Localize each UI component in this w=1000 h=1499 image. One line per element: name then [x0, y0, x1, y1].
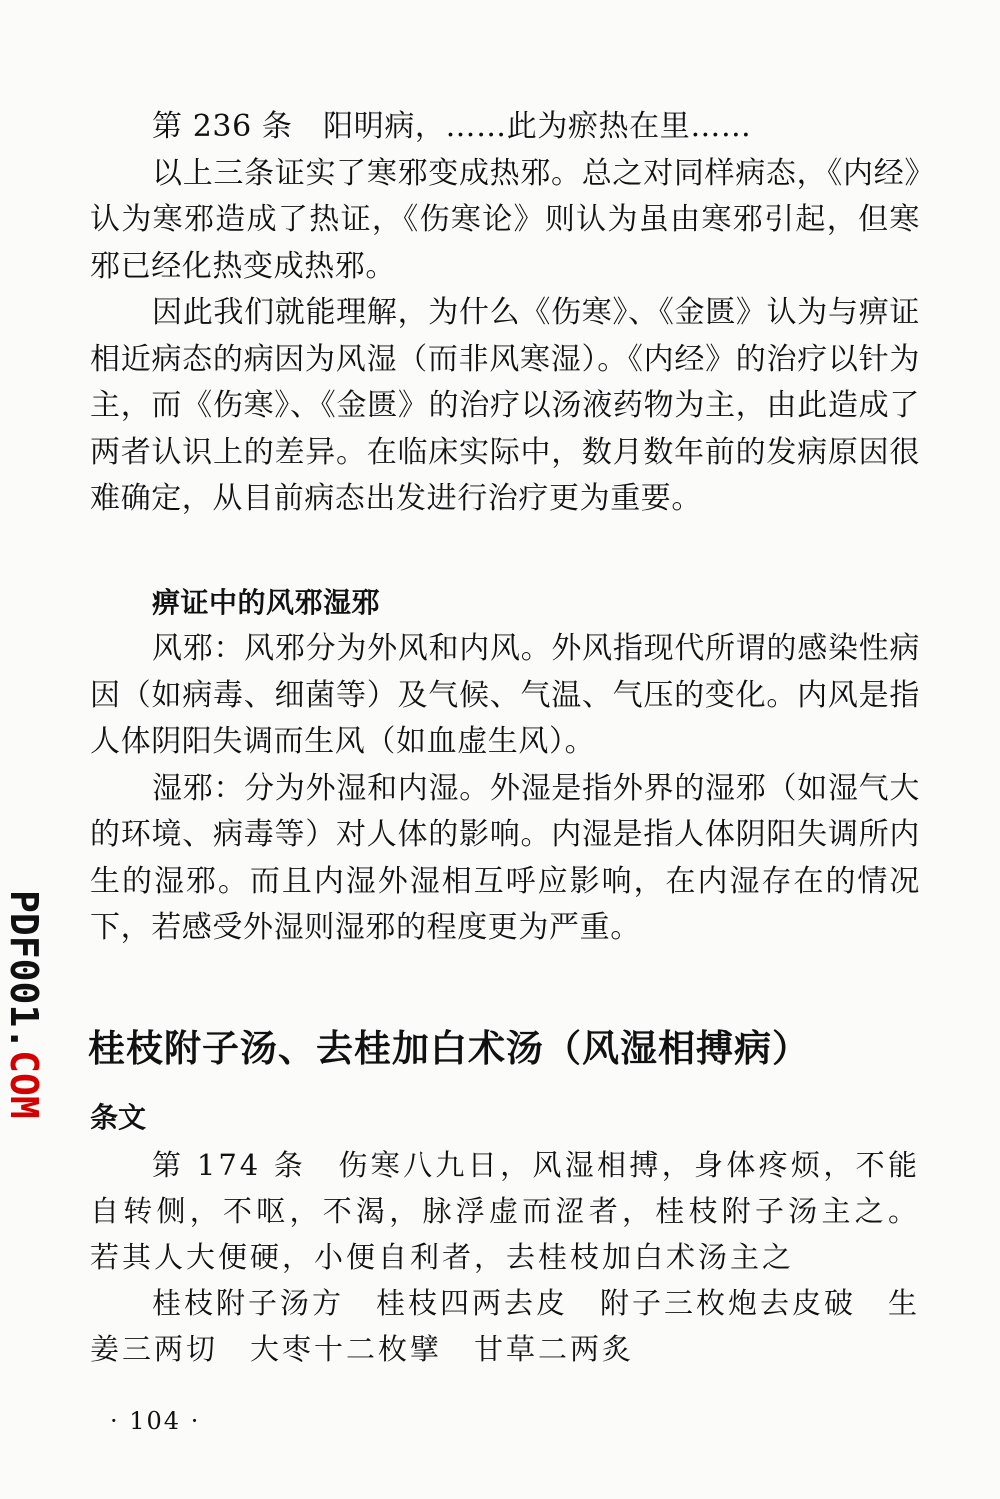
clause-text-block [90, 1142, 920, 1372]
top-section [90, 104, 920, 523]
clause-reference-236: 第 236 条 阳明病，……此为瘀热在里…… [152, 109, 752, 144]
section-heading: 桂枝附子汤、去桂加白术汤（风湿相搏病） [88, 1027, 810, 1070]
watermark-prefix: PDF001. [2, 890, 46, 1051]
clause-174: 第 174 条 伤寒八九日，风湿相搏，身体疼烦，不能自转侧，不呕，不渴，脉浮虚而涩者，桂枝附子汤主之。若其人大便硬，小便自利者，去桂枝加白术汤主之 [90, 1148, 920, 1274]
watermark-suffix: COM [2, 1050, 46, 1119]
paragraph: 风邪：风邪分为外风和内风。外风指现代所谓的感染性病因（如病毒、细菌等）及气候、气温、气压的变化。内风是指人体阴阳失调而生风（如血虚生风）。 [90, 631, 920, 759]
paragraph: 以上三条证实了寒邪变成热邪。总之对同样病态，《内经》认为寒邪造成了热证，《伤寒论》则认为虽由寒邪引起，但寒邪已经化热变成热邪。 [90, 155, 920, 284]
subsection-body [90, 626, 920, 952]
formula-recipe: 桂枝附子汤方 桂枝四两去皮 附子三枚炮去皮破 生姜三两切 大枣十二枚擘 甘草二两炙 [90, 1286, 921, 1366]
site-watermark [4, 890, 44, 1140]
page-number: · 104 · [110, 1407, 201, 1435]
paragraph: 因此我们就能理解，为什么《伤寒》、《金匮》认为与痹证相近病态的病因为风湿（而非风寒湿）。《内经》的治疗以针为主，而《伤寒》、《金匮》的治疗以汤液药物为主，由此造成了两者认识上的差异。在临床实际中，数月数年前的发病原因很难确定，从目前病态出发进行治疗更为重要。 [90, 295, 920, 516]
paragraph: 湿邪：分为外湿和内湿。外湿是指外界的湿邪（如湿气大的环境、病毒等）对人体的影响。内湿是指人体阴阳失调所内生的湿邪。而且内湿外湿相互呼应影响，在内湿存在的情况下，若感受外湿则湿邪的程度更为严重。 [90, 770, 920, 945]
clause-label: 条文 [90, 1101, 147, 1134]
subsection-title: 痹证中的风邪湿邪 [152, 586, 381, 619]
